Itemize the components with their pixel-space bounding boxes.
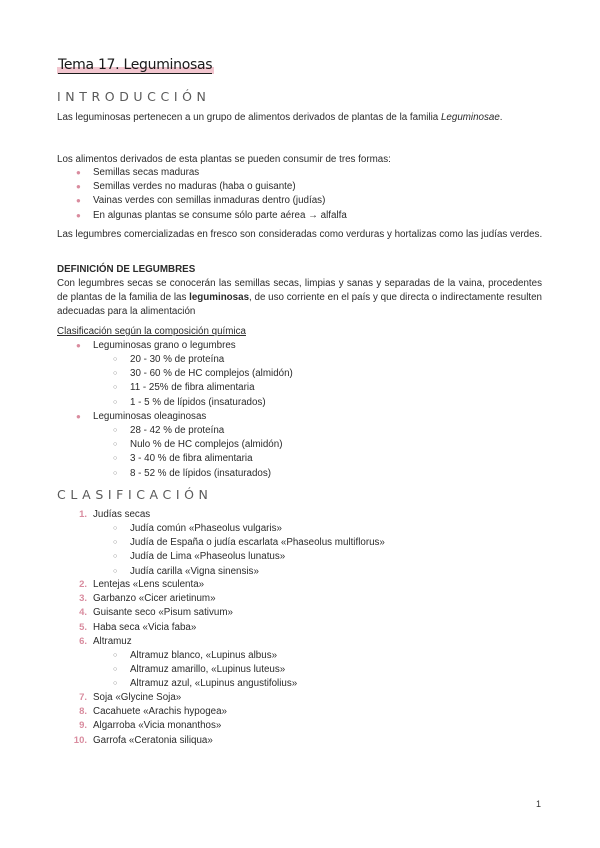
list-item: 10. Garrofa «Ceratonia siliqua» [73, 734, 213, 746]
circle-bullet-icon: ○ [113, 666, 118, 674]
list-item: 5. Haba seca «Vicia faba» [79, 621, 197, 633]
list-item: ○ Altramuz azul, «Lupinus angustifolius» [130, 677, 297, 691]
altramuz-items [113, 649, 298, 692]
bullet-icon: ● [76, 210, 81, 220]
circle-bullet-icon: ○ [113, 469, 118, 477]
list-item: ○ 1 - 5 % de lípidos (insaturados) [130, 396, 293, 410]
list-item: ● Leguminosas oleaginosas [93, 410, 206, 424]
forms-list [76, 166, 347, 223]
clasificacion-heading: CLASIFICACIÓN [57, 487, 213, 502]
intro-paragraph-2: Los alimentos derivados de esta plantas se pueden consumir de tres formas: [57, 154, 391, 165]
list-item: ○ 30 - 60 % de HC complejos (almidón) [130, 367, 293, 381]
page-number: 1 [536, 799, 542, 809]
judias-items [113, 522, 385, 579]
oleaginosas-items [113, 424, 283, 481]
list-item: ● Vainas verdes con semillas inmaduras dentro (judías) [93, 194, 347, 208]
clasificacion-list-3 [73, 691, 227, 748]
intro-paragraph-3: Las legumbres comercializadas en fresco son consideradas como verduras y hortalizas como las judías verdes. [57, 229, 543, 240]
title-block [57, 56, 214, 74]
bullet-icon: ● [76, 168, 81, 177]
list-item: 2. Lentejas «Lens sculenta» [79, 579, 205, 590]
circle-bullet-icon: ○ [113, 455, 118, 463]
circle-bullet-icon: ○ [113, 356, 118, 363]
list-item: ○ 11 - 25% de fibra alimentaria [130, 381, 293, 395]
list-item: 4. Guisante seco «Pisum sativum» [79, 607, 233, 619]
list-item: ○ 20 - 30 % de proteína [130, 353, 293, 367]
list-item: 7. Soja «Glycine Soja» [79, 692, 182, 703]
bullet-icon: ● [76, 412, 81, 421]
clasificacion-list-2 [79, 578, 233, 649]
list-item: ○ 8 - 52 % de lípidos (insaturados) [130, 467, 282, 481]
circle-bullet-icon: ○ [113, 680, 118, 688]
page-title: Tema 17. Leguminosas [58, 57, 213, 73]
list-item: ○ Judía de España o judía escarlata «Phaseolus multiflorus» [130, 536, 385, 550]
list-item: ○ Altramuz blanco, «Lupinus albus» [130, 649, 297, 663]
circle-bullet-icon: ○ [113, 441, 118, 449]
list-item: 8. Cacahuete «Arachis hypogea» [79, 706, 227, 718]
circle-bullet-icon: ○ [113, 652, 118, 659]
circle-bullet-icon: ○ [113, 553, 118, 561]
circle-bullet-icon: ○ [113, 370, 118, 378]
list-item: ○ Judía común «Phaseolus vulgaris» [130, 522, 385, 536]
clasificacion-list-1 [79, 508, 151, 522]
list-item: ○ Judía de Lima «Phaseolus lunatus» [130, 550, 385, 564]
bullet-icon: ● [76, 182, 81, 192]
list-item: 3. Garbanzo «Cicer arietinum» [79, 593, 216, 605]
circle-bullet-icon: ○ [113, 384, 118, 392]
list-item: 1. Judías secas [79, 509, 151, 520]
circle-bullet-icon: ○ [113, 398, 118, 406]
clasif-quimica-heading: Clasificación según la composición química [57, 326, 246, 337]
oleaginosas-group [76, 410, 207, 424]
grano-items [113, 353, 293, 410]
intro-heading: INTRODUCCIÓN [57, 89, 211, 104]
list-item: ● Semillas secas maduras [93, 166, 347, 180]
grano-group [76, 339, 236, 353]
bullet-icon: ● [76, 341, 81, 350]
list-item: 6. Altramuz [79, 635, 132, 647]
list-item: ○ 3 - 40 % de fibra alimentaria [130, 452, 282, 466]
list-item: ● En algunas plantas se consume sólo parte aérea → alfalfa [93, 209, 347, 223]
list-item: ● Semillas verdes no maduras (haba o guisante) [93, 180, 347, 194]
definicion-heading: DEFINICIÓN DE LEGUMBRES [57, 264, 196, 275]
definicion-text: Con legumbres secas se conocerán las semillas secas, limpias y sanas y separadas de la vaina, procedentes de plantas de la familia de las leguminosas, de uso corriente en el país y que directa o indirectamente resulten adecuadas para la alimentación [57, 278, 543, 317]
list-item: ○ Nulo % de HC complejos (almidón) [130, 438, 282, 452]
circle-bullet-icon: ○ [113, 427, 118, 434]
circle-bullet-icon: ○ [113, 525, 118, 532]
intro-paragraph-1: Las leguminosas pertenecen a un grupo de alimentos derivados de plantas de la familia Leguminosae. [57, 112, 503, 123]
list-item: ○ 28 - 42 % de proteína [130, 424, 282, 438]
list-item: ○ Judía carilla «Vigna sinensis» [130, 565, 385, 579]
list-item: 9. Algarroba «Vicia monanthos» [79, 720, 222, 732]
list-item: ● Leguminosas grano o legumbres [93, 339, 236, 353]
circle-bullet-icon: ○ [113, 567, 118, 575]
circle-bullet-icon: ○ [113, 539, 118, 547]
bullet-icon: ● [76, 196, 81, 206]
list-item: ○ Altramuz amarillo, «Lupinus luteus» [130, 663, 297, 677]
